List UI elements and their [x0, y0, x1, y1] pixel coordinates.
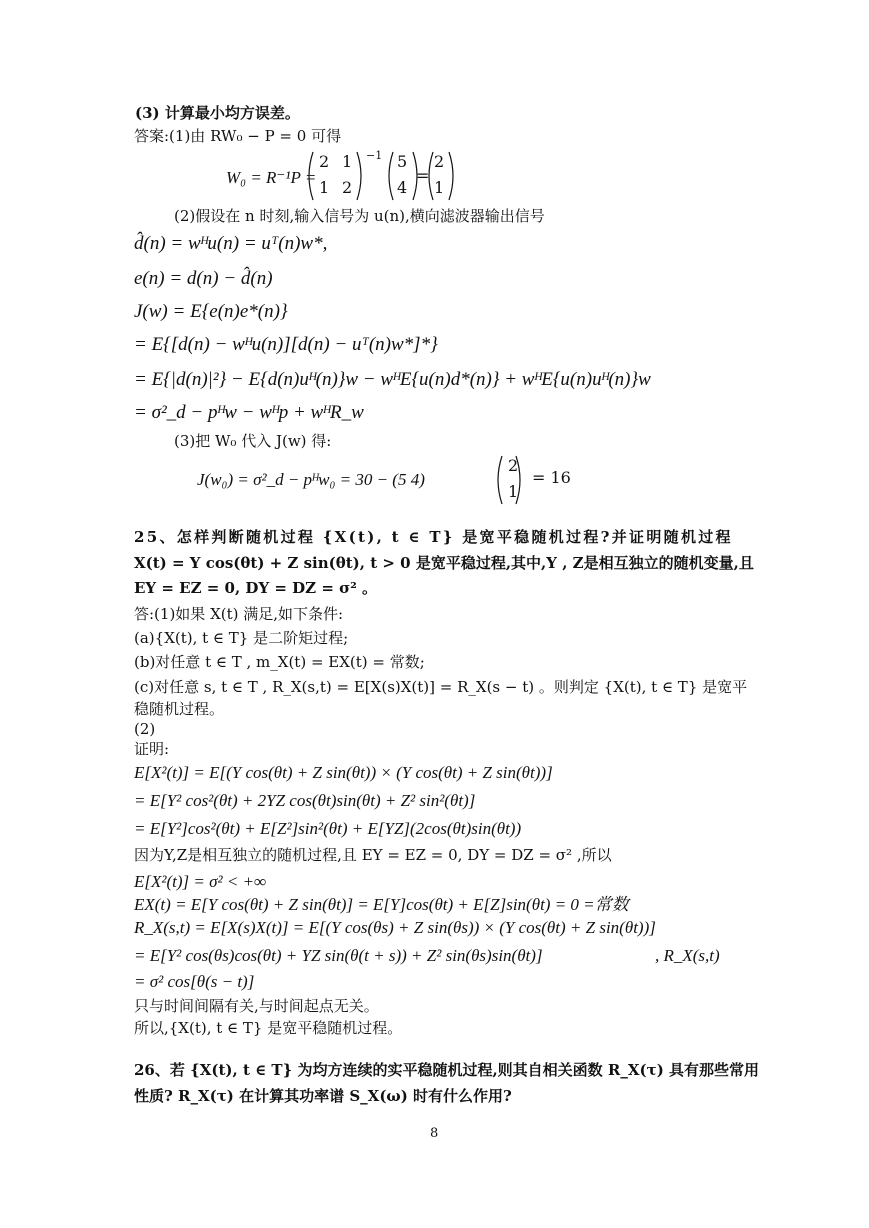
- q24-eq3: J(w) = E{e(n)e*(n)}: [134, 301, 288, 322]
- matrix-inverse-exp: −1: [366, 149, 383, 162]
- q26-title-line2: 性质? R_X(τ) 在计算其功率谱 S_X(ω) 时有什么作用?: [134, 1087, 512, 1105]
- matrix-r-11: 2: [319, 152, 330, 171]
- q24-eq4: = E{[d(n) − wᴴu(n)][d(n) − uᵀ(n)w*]*}: [134, 334, 438, 355]
- vector-w-2: 1: [434, 178, 445, 197]
- q24-eq7-vec-2: 1: [508, 482, 519, 501]
- q25-part2-label: (2): [134, 720, 156, 738]
- q25-proof-line7: R_X(s,t) = E[X(s)X(t)] = E[(Y cos(θs) + Z sin(θs)) × (Y cos(θt) + Z sin(θt))]: [134, 918, 656, 937]
- q24-eq2: e(n) = d(n) − d̂(n): [134, 268, 273, 289]
- q24-eq7: J(w₀) = σ²_d − pᴴw₀ = 30 − (5 4): [197, 470, 425, 489]
- q24-eq7-vec-1: 2: [508, 456, 519, 475]
- q25-proof-line11: 所以,{X(t), t ∈ T} 是宽平稳随机过程。: [134, 1019, 403, 1037]
- q24-w0-lhs: W₀ = R⁻¹P =: [226, 168, 317, 187]
- q25-condition-a: (a){X(t), t ∈ T} 是二阶矩过程;: [134, 629, 349, 647]
- vector-p-2: 4: [397, 178, 408, 197]
- q24-part3-intro: (3)把 W₀ 代入 J(w) 得:: [174, 432, 332, 450]
- q25-condition-b: (b)对任意 t ∈ T , m_X(t) = EX(t) = 常数;: [134, 653, 425, 671]
- q24-answer-line: 答案:(1)由 RW₀ − P = 0 可得: [134, 127, 342, 145]
- matrix-r-22: 2: [342, 178, 353, 197]
- q25-proof-line10: 只与时间间隔有关,与时间起点无关。: [134, 997, 379, 1015]
- q25-proof-line4: 因为Y,Z是相互独立的随机过程,且 EY = EZ = 0, DY = DZ = σ² ,所以: [134, 846, 612, 864]
- q25-proof-line3: = E[Y²]cos²(θt) + E[Z²]sin²(θt) + E[YZ](2cos(θt)sin(θt)): [134, 819, 522, 838]
- q25-answer-intro: 答:(1)如果 X(t) 满足,如下条件:: [134, 605, 344, 623]
- q26-title-line1: 26、若 {X(t), t ∈ T} 为均方连续的实平稳随机过程,则其自相关函数 R_X(τ) 具有那些常用: [134, 1061, 760, 1079]
- q25-proof-line8: = E[Y² cos(θs)cos(θt) + YZ sin(θ(t + s)) + Z² sin(θs)sin(θt)]: [134, 946, 543, 965]
- q25-title-line2: X(t) = Y cos(θt) + Z sin(θt), t > 0 是宽平稳过程,其中,Y , Z是相互独立的随机变量,且: [134, 554, 754, 572]
- page-number: 8: [430, 1126, 439, 1141]
- matrix-r-12: 1: [342, 152, 353, 171]
- q24-part3-title: (3) 计算最小均方误差。: [135, 104, 300, 122]
- q24-eq5: = E{|d(n)|²} − E{d(n)uᴴ(n)}w − wᴴE{u(n)d*(n)} + wᴴE{u(n)uᴴ(n)}w: [134, 369, 651, 390]
- vector-p-1: 5: [397, 152, 408, 171]
- vector-w-1: 2: [434, 152, 445, 171]
- q24-eq7-result: = 16: [532, 468, 571, 487]
- q25-condition-c-line2: 稳随机过程。: [134, 700, 225, 718]
- q25-condition-c-line1: (c)对任意 s, t ∈ T , R_X(s,t) = E[X(s)X(t)] = R_X(s − t) 。则判定 {X(t), t ∈ T} 是宽平: [134, 678, 748, 696]
- q24-eq1: d̂(n) = wᴴu(n) = uᵀ(n)w*,: [134, 233, 328, 254]
- q25-proof-line5: E[X²(t)] = σ² < +∞: [134, 872, 267, 891]
- matrix-r-21: 1: [319, 178, 330, 197]
- q25-proof-label: 证明:: [134, 740, 170, 758]
- q25-proof-line2: = E[Y² cos²(θt) + 2YZ cos(θt)sin(θt) + Z² sin²(θt)]: [134, 791, 476, 810]
- q24-part2-intro: (2)假设在 n 时刻,输入信号为 u(n),横向滤波器输出信号: [174, 207, 545, 225]
- q25-title-line1: 25、怎样判断随机过程 {X(t), t ∈ T} 是宽平稳随机过程?并证明随机过程: [134, 528, 733, 546]
- q25-proof-line6: EX(t) = E[Y cos(θt) + Z sin(θt)] = E[Y]cos(θt) + E[Z]sin(θt) = 0 =常数: [134, 895, 629, 914]
- q25-proof-line8-right: , R_X(s,t): [655, 946, 720, 965]
- q24-eq6: = σ²_d − pᴴw − wᴴp + wᴴR_w: [134, 402, 364, 423]
- q25-proof-line9: = σ² cos[θ(s − t)]: [134, 972, 255, 991]
- q24-w0-equation: [226, 166, 316, 190]
- equals-sign: =: [416, 166, 430, 185]
- q25-proof-line1: E[X²(t)] = E[(Y cos(θt) + Z sin(θt)) × (Y cos(θt) + Z sin(θt))]: [134, 763, 553, 782]
- q25-title-line3: EY = EZ = 0, DY = DZ = σ² 。: [134, 579, 377, 597]
